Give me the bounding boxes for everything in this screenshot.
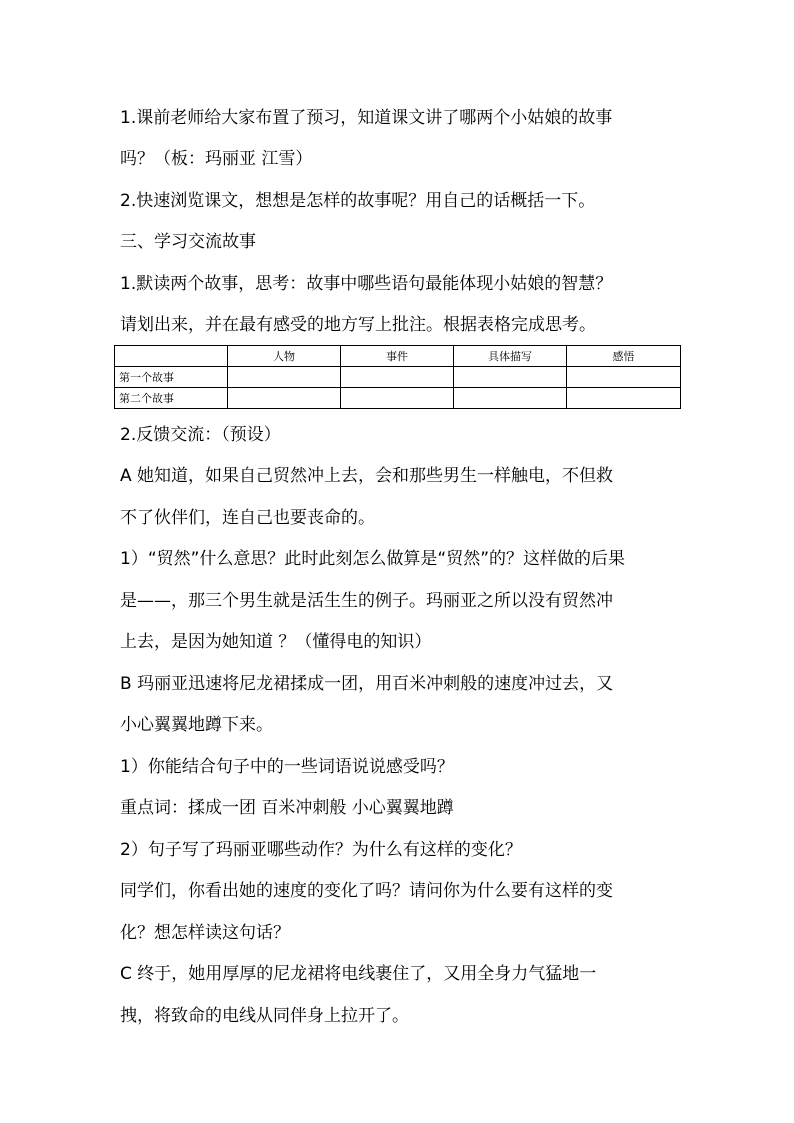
paragraph-line: 1.默读两个故事，思考：故事中哪些语句最能体现小姑娘的智慧？ <box>120 274 613 294</box>
table-cell <box>228 367 341 388</box>
paragraph-line: 小心翼翼地蹲下来。 <box>120 715 273 735</box>
table-header-cell: 事件 <box>341 346 454 367</box>
table-header-cell: 具体描写 <box>454 346 567 367</box>
paragraph-line: 吗？（板：玛丽亚 江雪） <box>120 149 313 169</box>
paragraph-line: A 她知道，如果自己贸然冲上去，会和那些男生一样触电，不但救 <box>120 466 614 486</box>
paragraph-line: 2.快速浏览课文，想想是怎样的故事呢？用自己的话概括一下。 <box>120 191 596 211</box>
paragraph-line: 上去，是因为她知道 ？（懂得电的知识） <box>120 632 432 652</box>
table-cell <box>454 367 567 388</box>
table-cell: 第一个故事 <box>115 367 228 388</box>
table-cell <box>341 367 454 388</box>
table-header-cell <box>115 346 228 367</box>
paragraph-line: 化？想怎样读这句话？ <box>120 923 290 943</box>
paragraph-line: 重点词：揉成一团 百米冲刺般 小心翼翼地蹲 <box>120 798 454 818</box>
paragraph-line: 请划出来，并在最有感受的地方写上批注。根据表格完成思考。 <box>120 315 596 335</box>
story-analysis-table <box>114 345 681 409</box>
table-header-cell: 感悟 <box>567 346 681 367</box>
paragraph-line: 1）你能结合句子中的一些词语说说感受吗？ <box>120 757 454 777</box>
paragraph-line: 不了伙伴们，连自己也要丧命的。 <box>120 508 375 528</box>
table-cell <box>567 367 681 388</box>
table-cell <box>454 388 567 409</box>
table-cell <box>341 388 454 409</box>
table-row <box>115 367 681 388</box>
section-heading: 三、学习交流故事 <box>120 232 256 252</box>
paragraph-line: 2.反馈交流：（预设） <box>120 425 281 445</box>
paragraph-line: 同学们，你看出她的速度的变化了吗？请问你为什么要有这样的变 <box>120 881 613 901</box>
paragraph-line: 2）句子写了玛丽亚哪些动作？为什么有这样的变化？ <box>120 840 522 860</box>
table-cell <box>228 388 341 409</box>
paragraph-line: 是——，那三个男生就是活生生的例子。玛丽亚之所以没有贸然冲 <box>120 591 613 611</box>
paragraph-line: 拽，将致命的电线从同伴身上拉开了。 <box>120 1006 409 1026</box>
table-row <box>115 388 681 409</box>
table-cell <box>567 388 681 409</box>
table-cell: 第二个故事 <box>115 388 228 409</box>
paragraph-line: 1）“贸然”什么意思？此时此刻怎么做算是“贸然”的？这样做的后果 <box>120 549 626 569</box>
paragraph-line: B 玛丽亚迅速将尼龙裙揉成一团，用百米冲刺般的速度冲过去，又 <box>120 674 614 694</box>
paragraph-line: C 终于，她用厚厚的尼龙裙将电线裹住了，又用全身力气猛地一 <box>120 964 597 984</box>
table-header-row <box>115 346 681 367</box>
paragraph-line: 1.课前老师给大家布置了预习，知道课文讲了哪两个小姑娘的故事 <box>120 108 613 128</box>
table-header-cell: 人物 <box>228 346 341 367</box>
